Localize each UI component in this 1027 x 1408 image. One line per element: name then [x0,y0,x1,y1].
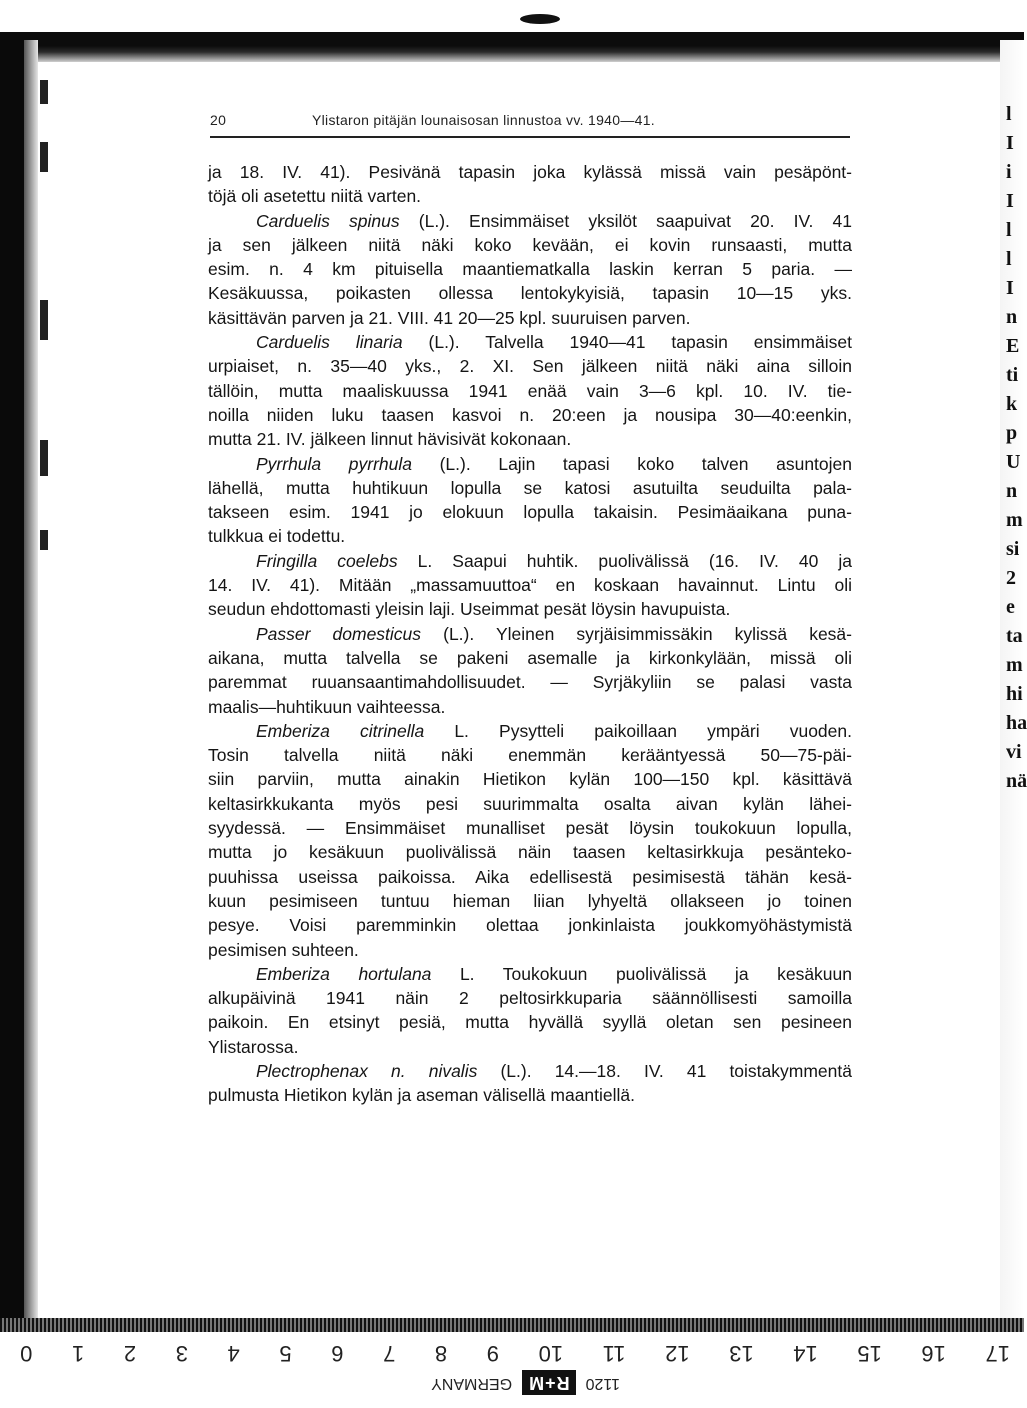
bleed-letter: I [1006,132,1014,154]
ruler-brand [320,1368,620,1398]
ruler-number: 15 [857,1341,882,1366]
ruler-brand-logo: R+M [522,1371,576,1396]
species-name: Plectrophenax n. nivalis [256,1060,478,1081]
text-line [208,840,852,864]
text-segment: L. Pysytteli paikoillaan ympäri vuoden. [424,720,852,741]
text-segment: takseen esim. 1941 jo elokuun lopulla takaisin. Pesimäaikana puna- [208,502,852,523]
text-segment: esim. n. 4 km pituisella maantiematkalla laskin kerran 5 paria. — [208,259,852,280]
text-line [208,816,852,840]
text-line [208,597,852,621]
text-segment: (L.). Yleinen syrjäisimmissäkin kylissä kesä- [421,623,852,644]
ruler-number: 4 [227,1341,240,1366]
ruler-number: 13 [729,1341,754,1366]
ruler-number: 5 [279,1341,292,1366]
text-line [208,670,852,694]
text-segment: pesimisen suhteen. [208,939,359,960]
text-segment: syydessä. — Ensimmäiset munalliset pesät löysin toukokuun lopulla, [208,818,852,839]
ruler-number: 9 [486,1341,500,1366]
bleed-letter: k [1006,393,1018,415]
text-segment: paremmat ruuansaantimahdollisuudet. — Syrjäkyliin se palasi vasta [208,672,852,693]
species-name: Emberiza citrinella [256,720,425,741]
text-line [208,524,852,548]
ruler-number: 10 [538,1341,564,1366]
species-name: Fringilla coelebs [256,550,398,571]
ruler-number: 8 [434,1341,448,1366]
species-name: Passer domesticus [256,623,422,644]
text-segment: kuun pesimiseen tuntuu hieman liian lyhyeltä ollakseen jo toinen [208,890,852,911]
text-line [208,695,852,719]
text-segment: töjä oli asetettu niitä varten. [208,186,422,207]
bleed-letter: m [1006,509,1023,531]
text-line [208,986,852,1010]
text-line [208,354,852,378]
adjacent-page-bleed [1006,100,1027,820]
text-line [208,962,852,986]
text-segment: lähellä, mutta huhtikuun lopulla se katosi asutuilta seuduilta pala- [208,477,852,498]
text-line [208,865,852,889]
bleed-letter: l [1006,248,1012,270]
text-line [208,622,852,646]
bleed-letter: l [1006,219,1012,241]
text-segment: Kesäkuussa, poikasten ollessa lentokykyisiä, tapasin 10—15 yks. [208,283,852,304]
text-line [208,767,852,791]
species-name: Emberiza hortulana [256,963,432,984]
ruler-number: 6 [331,1341,344,1366]
text-line [208,573,852,597]
text-segment: L. Saapui huhtik. puolivälissä (16. IV. 40 ja [397,550,852,571]
ruler-numbers [20,1340,1010,1366]
text-line [208,938,852,962]
scan-frame-left [0,40,24,1330]
ruler-number: 2 [123,1341,137,1366]
bleed-letter: nä [1006,770,1027,792]
ruler-number: 7 [383,1341,396,1366]
text-segment: keltasirkkukanta myös pesi suurimmalta osalta aivan kylän lähei- [208,793,852,814]
text-segment: ja 18. IV. 41). Pesivänä tapasin joka kylässä missä vain pesäpönt- [208,162,852,182]
ruler-number: 3 [175,1341,188,1366]
text-line [208,743,852,767]
running-header [210,112,850,136]
running-title: Ylistaron pitäjän lounaisosan linnustoa vv. 1940—41. [312,112,655,128]
text-segment: (L.). Lajin tapasi koko talven asuntojen [412,453,853,474]
bleed-letter: I [1006,277,1014,299]
text-line [208,1083,852,1107]
bleed-letter: ti [1006,364,1019,386]
text-line [208,257,852,281]
text-segment: käsittävän parven ja 21. VIII. 41 20—25 kpl. suuruisen parven. [208,307,691,328]
scan-blot [520,14,560,24]
text-segment: pulmusta Hietikon kylän ja aseman välisellä maantiellä. [208,1085,636,1106]
bleed-letter: I [1006,190,1014,212]
bleed-letter: E [1006,335,1020,357]
ruler-model: 1120 [585,1375,620,1392]
text-line [208,476,852,500]
text-segment: (L.). 14.—18. IV. 41 toistakymmentä [477,1060,852,1081]
text-segment: seudun ehdottomasti yleisin laji. Useimmat pesät löysin havupuista. [208,599,731,620]
bleed-letter: n [1006,480,1018,502]
bleed-letter: si [1006,538,1020,560]
ruler-number: 0 [20,1341,33,1366]
scan-frame-left-shadow [24,40,38,1330]
text-segment: noilla niiden luku taasen kasvoi n. 20:een ja nousipa 30—40:eenkin, [208,404,852,425]
text-line [208,1035,852,1059]
text-line [208,1059,852,1083]
bleed-letter: hi [1006,683,1023,705]
bleed-letter: e [1006,596,1015,618]
ruler-number: 14 [793,1341,818,1366]
ruler-number: 16 [921,1341,946,1366]
text-line [208,500,852,524]
scan-frame-top [0,32,1024,62]
ruler-brand-text: GERMANY [431,1375,513,1392]
text-line [208,889,852,913]
bleed-letter: m [1006,654,1023,676]
text-line [208,160,852,184]
binding-mark [40,80,48,104]
ruler-number: 11 [602,1341,626,1366]
text-line [208,452,852,476]
ruler-number: 1 [72,1341,85,1366]
text-line [208,403,852,427]
species-name: Carduelis spinus [256,210,400,231]
bleed-letter: i [1006,161,1012,183]
text-segment: (L.). Talvella 1940—41 tapasin ensimmäiset [402,332,852,353]
text-line [208,427,852,451]
text-segment: urpiaiset, n. 35—40 yks., 2. XI. Sen jälkeen niitä näki aina silloin [208,356,852,377]
ruler-number: 12 [665,1341,690,1366]
text-line [208,281,852,305]
text-segment: puuhissa useissa paikoissa. Aika edellisestä pesimisestä tähän kesä- [208,866,852,887]
ruler [0,1318,1024,1408]
text-line [208,209,852,233]
text-line [208,306,852,330]
text-segment: maalis—huhtikuun vaihteessa. [208,696,446,717]
page-number: 20 [210,112,227,128]
text-segment: Ylistarossa. [208,1036,299,1057]
bleed-letter: n [1006,306,1018,328]
text-line [208,719,852,743]
text-line [208,549,852,573]
text-segment: tulkkua ei todettu. [208,526,346,547]
species-name: Carduelis linaria [256,332,403,353]
text-line [208,330,852,354]
binding-mark [40,142,48,172]
ruler-scale [0,1318,1024,1332]
text-line [208,233,852,257]
text-segment: Tosin talvella niitä näki enemmän kerääntyessä 50—75-päi- [208,745,852,766]
text-segment: siin parviin, mutta ainakin Hietikon kylän 100—150 kpl. käsittävä [208,769,852,790]
binding-marks [40,80,60,600]
bleed-letter: ta [1006,625,1023,647]
text-segment: mutta 21. IV. jälkeen linnut hävisivät kokonaan. [208,429,572,450]
text-segment: 14. IV. 41). Mitään „massamuuttoa“ en koskaan havainnut. Lintu oli [208,575,852,596]
bleed-letter: vi [1006,741,1022,763]
text-line [208,379,852,403]
bleed-letter: p [1006,422,1018,444]
header-rule [210,136,850,138]
binding-mark [40,530,48,550]
text-segment: aikana, mutta talvella se pakeni asemalle ja kirkonkylään, missä oli [208,647,852,668]
text-segment: pesye. Voisi paremminkin olettaa jonkinlaista joukkomyöhästymistä [208,915,852,936]
text-segment: tällöin, mutta maaliskuussa 1941 enää vain 3—6 kpl. 10. IV. tie- [208,380,852,401]
species-name: Pyrrhula pyrrhula [256,453,412,474]
bleed-letter: l [1006,103,1012,125]
text-line [208,184,852,208]
text-line [208,646,852,670]
body-text [208,160,852,1108]
text-line [208,792,852,816]
binding-mark [40,440,48,476]
text-segment: paikoin. En etsinyt pesiä, mutta hyvällä syyllä oletan sen pesineen [208,1012,852,1033]
bleed-letter: ha [1006,712,1027,734]
binding-mark [40,300,48,340]
text-line [208,913,852,937]
text-line [208,1010,852,1034]
text-segment: L. Toukokuun puolivälissä ja kesäkuun [431,963,853,984]
text-segment: alkupäivinä 1941 näin 2 peltosirkkuparia säännöllisesti samoilla [208,988,852,1009]
text-segment: mutta jo kesäkuun puolivälissä näin taasen keltasirkkuja pesänteko- [208,842,852,863]
bleed-letter: U [1006,451,1021,473]
bleed-letter: 2 [1006,567,1016,589]
text-segment: (L.). Ensimmäiset yksilöt saapuivat 20. IV. 41 [399,210,852,231]
text-segment: ja sen jälkeen niitä näki koko kevään, ei kovin runsaasti, mutta [208,234,852,255]
ruler-number: 17 [985,1341,1010,1366]
